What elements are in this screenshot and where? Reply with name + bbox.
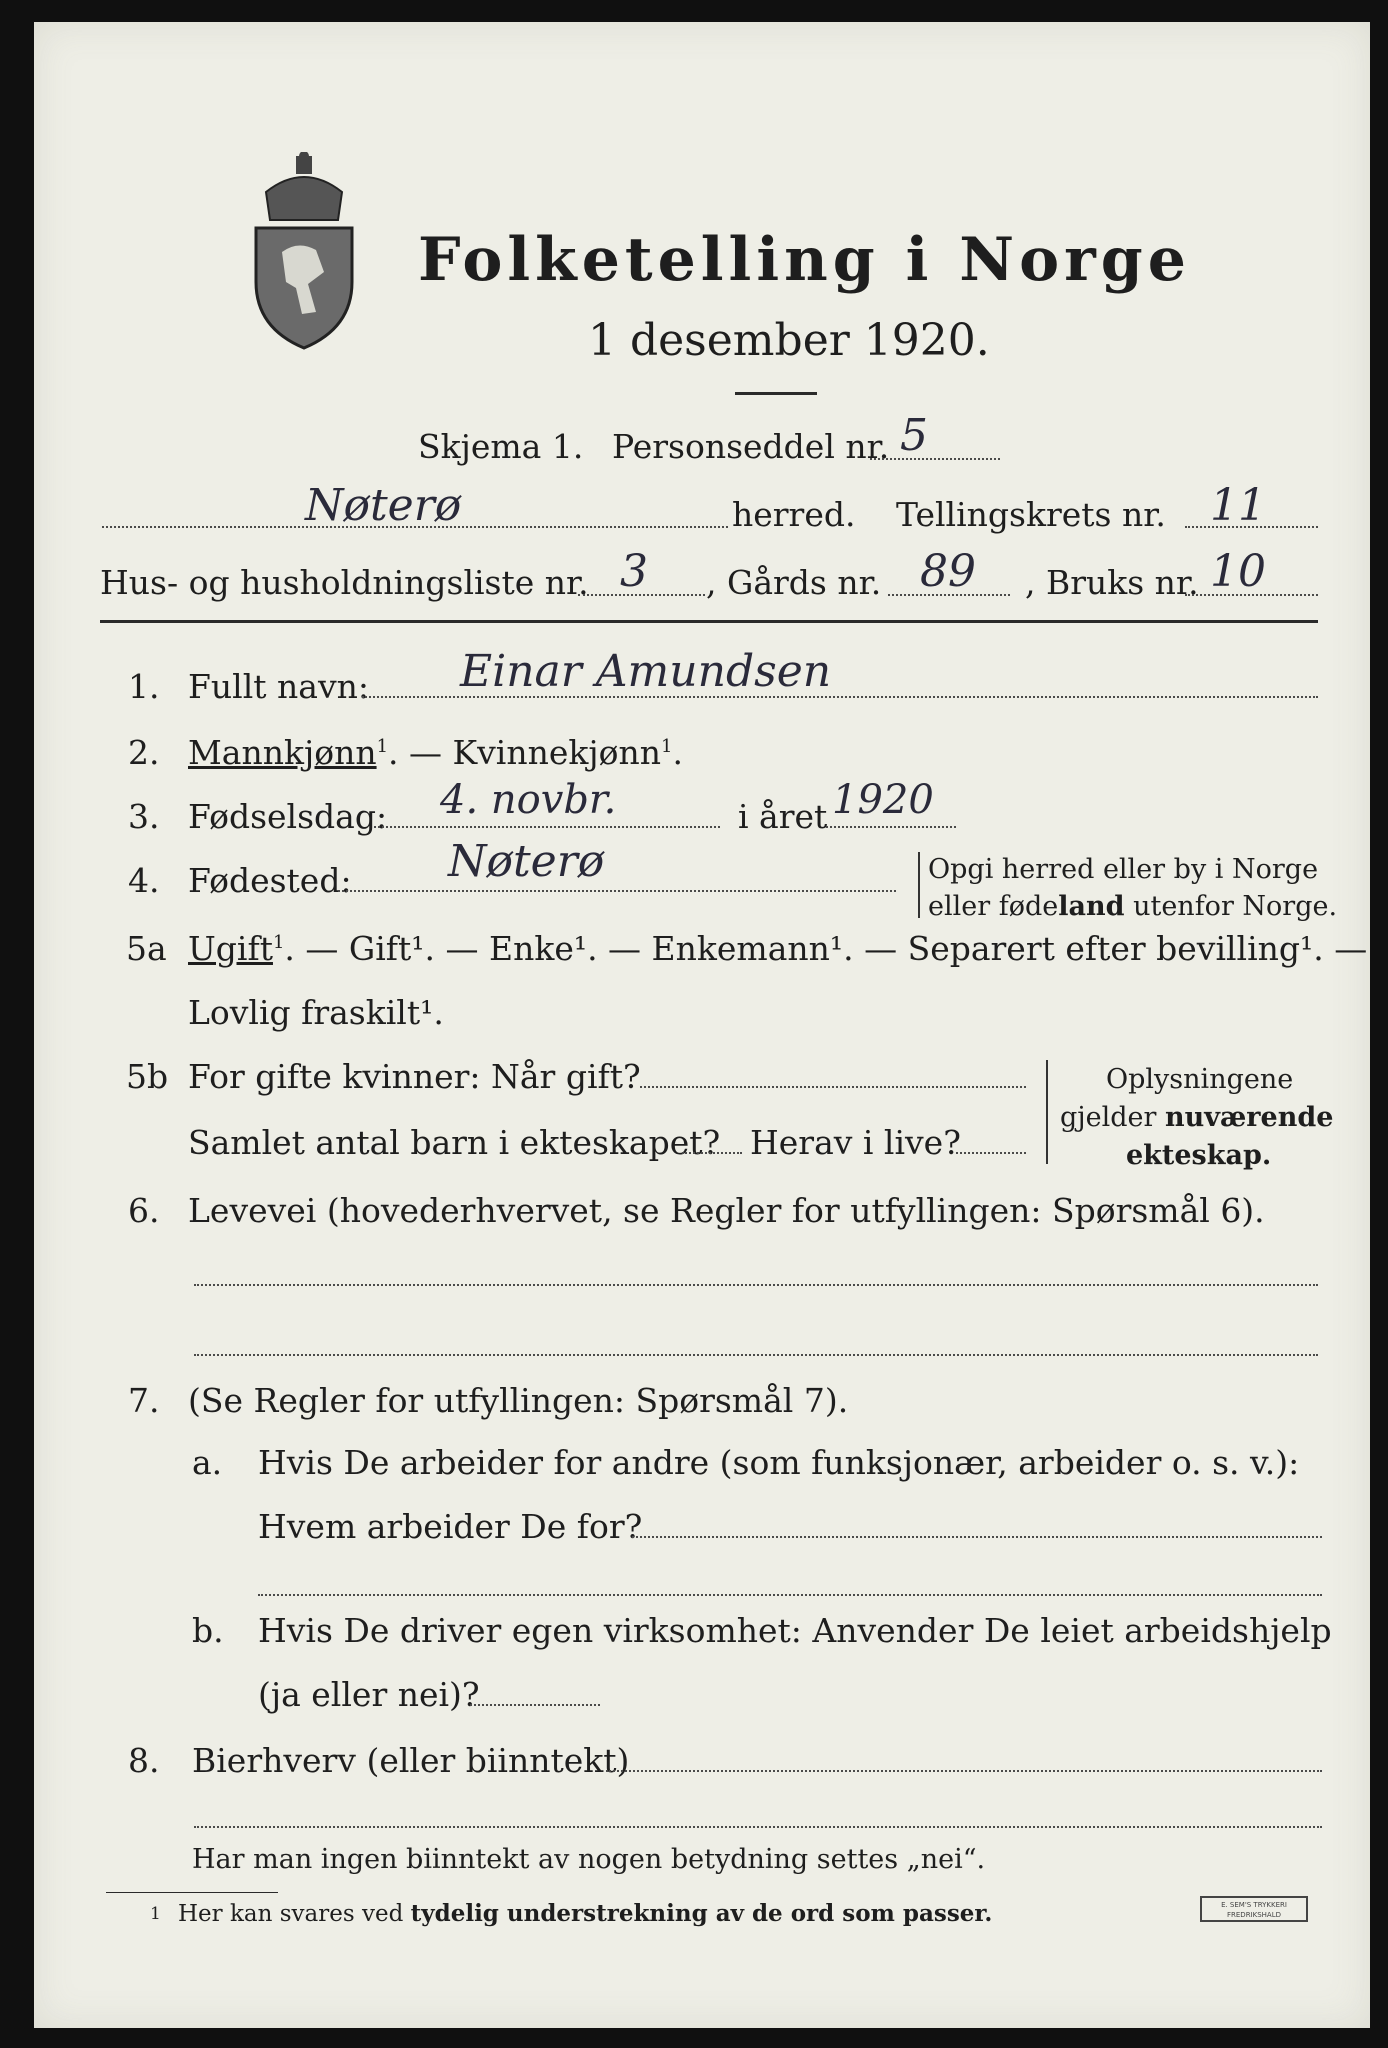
census-date: 1 desember 1920. (588, 315, 990, 366)
q3-label: Fødselsdag: (188, 797, 388, 836)
q2-number: 2. (128, 733, 160, 772)
personseddel-field-line (870, 458, 1000, 460)
q5b-note-line3: ekteskap. (1126, 1140, 1272, 1171)
gards-label: , Gårds nr. (706, 563, 882, 602)
q5b-label: For gifte kvinner: Når gift? (188, 1057, 641, 1096)
printer-stamp-line1: E. SEM'S TRYKKERI (1221, 1901, 1287, 1909)
gards-value[interactable]: 89 (920, 546, 976, 597)
q7a-number: a. (192, 1443, 223, 1482)
husholdningsliste-value[interactable]: 3 (620, 546, 648, 597)
q3-year-label: i året (738, 797, 828, 836)
title-divider (735, 392, 817, 395)
q5b-children-label: Samlet antal barn i ekteskapet? (188, 1123, 721, 1162)
printer-stamp (1200, 1896, 1308, 1922)
q3-year-field-line (826, 826, 956, 828)
q5a-number: 5a (126, 929, 167, 968)
q7a-label: Hvis De arbeider for andre (som funksjonær, arbeider o. s. v.): (258, 1443, 1300, 1482)
printer-stamp-line2: FREDRIKSHALD (1226, 1911, 1281, 1919)
q3-year-value[interactable]: 1920 (832, 777, 934, 823)
herred-value[interactable]: Nøterø (305, 480, 462, 531)
q5a-ugift-option[interactable]: Ugift (188, 929, 273, 968)
q3-field-line (374, 826, 720, 828)
q3-number: 3. (128, 797, 160, 836)
q8-field-line-1 (606, 1770, 1322, 1772)
q3-birthday-value[interactable]: 4. novbr. (440, 777, 617, 823)
q5b-children-field-line (682, 1152, 742, 1154)
q5a-fraskilt-option[interactable]: Lovlig fraskilt¹. (188, 993, 444, 1032)
q8-field-line-2 (194, 1826, 1322, 1828)
q4-number: 4. (128, 861, 160, 900)
skjema-label: Skjema 1. (418, 427, 584, 466)
q5b-married-field-line (640, 1086, 1026, 1088)
q4-label: Fødested: (188, 861, 352, 900)
form-title: Folketelling i Norge (418, 225, 1191, 295)
q5b-note-line2: gjelder nuværende (1060, 1102, 1334, 1133)
q5b-note-line1: Oplysningene (1106, 1064, 1294, 1095)
q6-field-line-1 (194, 1284, 1318, 1286)
norwegian-coat-of-arms-icon (246, 152, 362, 352)
q2-separator: — (409, 733, 443, 772)
q5b-alive-label: Herav i live? (750, 1123, 961, 1162)
q4-note-line1: Opgi herred eller by i Norge (928, 854, 1319, 885)
q7-label: (Se Regler for utfyllingen: Spørsmål 7). (188, 1381, 849, 1420)
q7a-field-line-2 (258, 1594, 1322, 1596)
personseddel-label: Personseddel nr. (612, 427, 890, 466)
q1-label: Fullt navn: (188, 667, 369, 706)
footnote-divider (106, 1892, 278, 1893)
q7b-number: b. (192, 1611, 224, 1650)
tellingskrets-value[interactable]: 11 (1210, 480, 1266, 531)
q5a-other-options[interactable]: . — Gift¹. — Enke¹. — Enkemann¹. — Separert efter bevilling¹. — (284, 929, 1368, 968)
q4-field-line (338, 890, 896, 892)
q5a-marital-options: Ugift$^1$. — Gift¹. — Enke¹. — Enkemann¹. — Separert efter bevilling¹. — (188, 929, 1368, 968)
q8-label: Bierhverv (eller biinntekt) (192, 1741, 630, 1780)
q2-male-option[interactable]: Mannkjønn (188, 733, 377, 772)
herred-label: herred. (732, 495, 856, 534)
personseddel-value[interactable]: 5 (900, 410, 928, 461)
q7a-field-line-1 (632, 1536, 1322, 1538)
husholdningsliste-label: Hus- og husholdningsliste nr. (100, 563, 589, 602)
bruks-value[interactable]: 10 (1210, 546, 1266, 597)
tellingskrets-label: Tellingskrets nr. (896, 495, 1166, 534)
q5b-alive-field-line (956, 1152, 1026, 1154)
q4-birthplace-value[interactable]: Nøterø (448, 836, 605, 887)
q6-field-line-2 (194, 1354, 1318, 1356)
q7-number: 7. (128, 1381, 160, 1420)
q2-female-option[interactable]: Kvinnekjønn (452, 733, 662, 772)
q6-label: Levevei (hovederhvervet, se Regler for utfyllingen: Spørsmål 6). (188, 1191, 1265, 1230)
q4-note-brace (918, 852, 920, 918)
header-separator (100, 620, 1318, 623)
q5b-note-brace (1046, 1060, 1048, 1164)
q7b-yesno-label: (ja eller nei)? (258, 1675, 480, 1714)
bruks-label: , Bruks nr. (1025, 563, 1199, 602)
footnote-marker: 1 (150, 1904, 161, 1924)
q2-sex-options: Mannkjønn$^1$. — Kvinnekjønn$^1$. (188, 733, 683, 772)
q7b-label: Hvis De driver egen virksomhet: Anvender De leiet arbeidshjelp (258, 1611, 1332, 1650)
q6-number: 6. (128, 1191, 160, 1230)
q5b-number: 5b (126, 1057, 169, 1096)
q1-full-name-value[interactable]: Einar Amundsen (460, 646, 832, 697)
q8-note: Har man ingen biinntekt av nogen betydning settes „nei“. (192, 1844, 986, 1875)
q8-number: 8. (128, 1741, 160, 1780)
footnote-text: Her kan svares ved tydelig understrekning av de ord som passer. (178, 1900, 993, 1927)
q7a-employer-label: Hvem arbeider De for? (258, 1507, 643, 1546)
q1-number: 1. (128, 667, 160, 706)
q4-note-line2: eller fødeland utenfor Norge. (928, 891, 1338, 922)
q7b-field-line (470, 1704, 600, 1706)
